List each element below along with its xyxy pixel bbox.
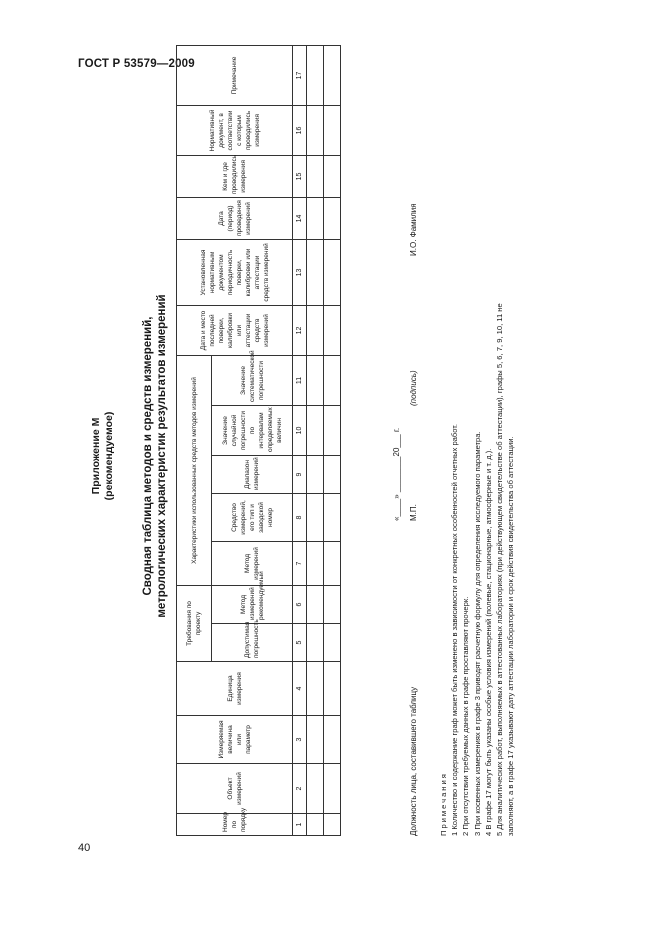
- table-cell: [307, 814, 324, 836]
- header-allowed-error: Допустимая погрешность: [212, 624, 293, 662]
- table-cell: [324, 764, 341, 814]
- table-cell: [307, 45, 324, 105]
- column-number: 9: [293, 455, 307, 493]
- note-item: 3 При косвенных измерениях в графе 3 приводят расчетную формулу для определения исследуемого параметра.: [472, 431, 482, 836]
- header-performed-by: Кем и где проводились измерения: [177, 155, 293, 197]
- column-number: 13: [293, 239, 307, 305]
- table-cell: [307, 155, 324, 197]
- table-cell: [307, 662, 324, 716]
- header-remarks: Примечание: [177, 45, 293, 105]
- column-number: 11: [293, 355, 307, 405]
- header-project-requirements: Требования по проекту: [177, 585, 212, 661]
- table-cell: [324, 814, 341, 836]
- signature-role: Должность лица, составившего таблицу: [409, 686, 418, 836]
- notes-section: [438, 91, 516, 836]
- table-cell: [307, 716, 324, 764]
- note-item: 1 Количество и содержание граф может быть изменено в зависимости от конкретных особенностей отчетных работ.: [450, 423, 460, 836]
- column-number: 8: [293, 493, 307, 541]
- column-number: 4: [293, 662, 307, 716]
- table-cell: [324, 405, 341, 455]
- table-cell: [307, 355, 324, 405]
- table-cell: [307, 105, 324, 155]
- signature-block: [392, 96, 432, 836]
- table-cell: [324, 105, 341, 155]
- table-cell: [307, 239, 324, 305]
- header-unit: Единица измерения: [177, 662, 293, 716]
- table-cell: [324, 662, 341, 716]
- table-title-line-2: метрологических характеристик результатов измерений: [156, 294, 168, 618]
- summary-table: [176, 45, 341, 836]
- header-object: Объект измерений: [177, 764, 293, 814]
- table-cell: [307, 455, 324, 493]
- column-number: 10: [293, 405, 307, 455]
- column-number: 2: [293, 764, 307, 814]
- note-item: заполняют, а в графе 17 указывают дату аттестации лаборатории и срок действия свидетельства об аттестации.: [506, 436, 516, 836]
- column-number-row: [293, 45, 307, 835]
- header-recommended-method: Метод измерений рекомендуемый: [212, 585, 293, 623]
- column-number: 1: [293, 814, 307, 836]
- table-cell: [307, 585, 324, 623]
- table-cell: [307, 197, 324, 239]
- page-number: 40: [78, 842, 91, 854]
- column-number: 5: [293, 624, 307, 662]
- header-range: Диапазон измерений: [212, 455, 293, 493]
- column-number: 3: [293, 716, 307, 764]
- appendix-status: (рекомендуемое): [103, 411, 115, 501]
- table-cell: [324, 305, 341, 355]
- header-random-error: Значение случайной погрешности по интервалам определяемых величин: [212, 405, 293, 455]
- document-header: ГОСТ Р 53579—2009: [78, 58, 195, 70]
- note-item: 5 Для аналитических работ, выполняемых в аттестованных лабораториях (при действующем свидетельстве об аттестации), графы 5, 6, 7, 9, 10, 11 не: [495, 303, 505, 836]
- table-cell: [307, 624, 324, 662]
- table-cell: [307, 764, 324, 814]
- table-cell: [307, 405, 324, 455]
- note-item: 4 В графе 17 могут быть указаны особые условия измерений (полевые, стационарные, атмосферные и т. д.).: [483, 448, 493, 836]
- table-cell: [307, 541, 324, 585]
- appendix-label: Приложение М: [90, 417, 102, 495]
- table-cell: [324, 197, 341, 239]
- stamp-place: М.П.: [409, 504, 418, 521]
- column-number: 15: [293, 155, 307, 197]
- header-verification-interval: Установленная нормативным документом периодичность поверки, калибровки или аттестации средств измерений: [177, 239, 293, 305]
- table-row: [307, 45, 324, 835]
- column-number: 6: [293, 585, 307, 623]
- header-quantity: Измеряемая величина или параметр: [177, 716, 293, 764]
- table-cell: [324, 493, 341, 541]
- table-cell: [324, 624, 341, 662]
- header-instrument: Средство измерений, его тип и заводской номер: [212, 493, 293, 541]
- notes-title: Примечания: [439, 772, 448, 836]
- table-cell: [307, 305, 324, 355]
- table-row: [324, 45, 341, 835]
- column-number: 16: [293, 105, 307, 155]
- table-cell: [324, 355, 341, 405]
- column-number: 12: [293, 305, 307, 355]
- header-instrument-characteristics: Характеристики использованных средств методов измерений: [177, 355, 212, 585]
- signatory-name: И.О. Фамилия: [409, 203, 418, 256]
- table-cell: [324, 239, 341, 305]
- column-number: 7: [293, 541, 307, 585]
- header-number: Номер по порядку: [177, 814, 293, 836]
- header-last-verification: Дата и место последней поверки, калибровки или аттестации средств измерений: [177, 305, 293, 355]
- table-title-line-1: Сводная таблица методов и средств измерений,: [142, 316, 154, 596]
- table-cell: [324, 716, 341, 764]
- header-method: Метод измерений: [212, 541, 293, 585]
- table-cell: [324, 585, 341, 623]
- header-normative-document: Нормативный документ, в соответствии с которым проводились измерения: [177, 105, 293, 155]
- table-cell: [307, 493, 324, 541]
- column-number: 17: [293, 45, 307, 105]
- signature-label: (подпись): [409, 370, 418, 406]
- signature-date: «____» ________20___ г.: [392, 427, 401, 521]
- table-cell: [324, 155, 341, 197]
- column-number: 14: [293, 197, 307, 239]
- table-cell: [324, 45, 341, 105]
- table-cell: [324, 541, 341, 585]
- note-item: 2 При отсутствии требуемых данных в графе проставляют прочерк.: [461, 596, 471, 836]
- header-measurement-date: Дата (период) проведения измерений: [177, 197, 293, 239]
- table-cell: [324, 455, 341, 493]
- header-systematic-error: Значение систематической погрешности: [212, 355, 293, 405]
